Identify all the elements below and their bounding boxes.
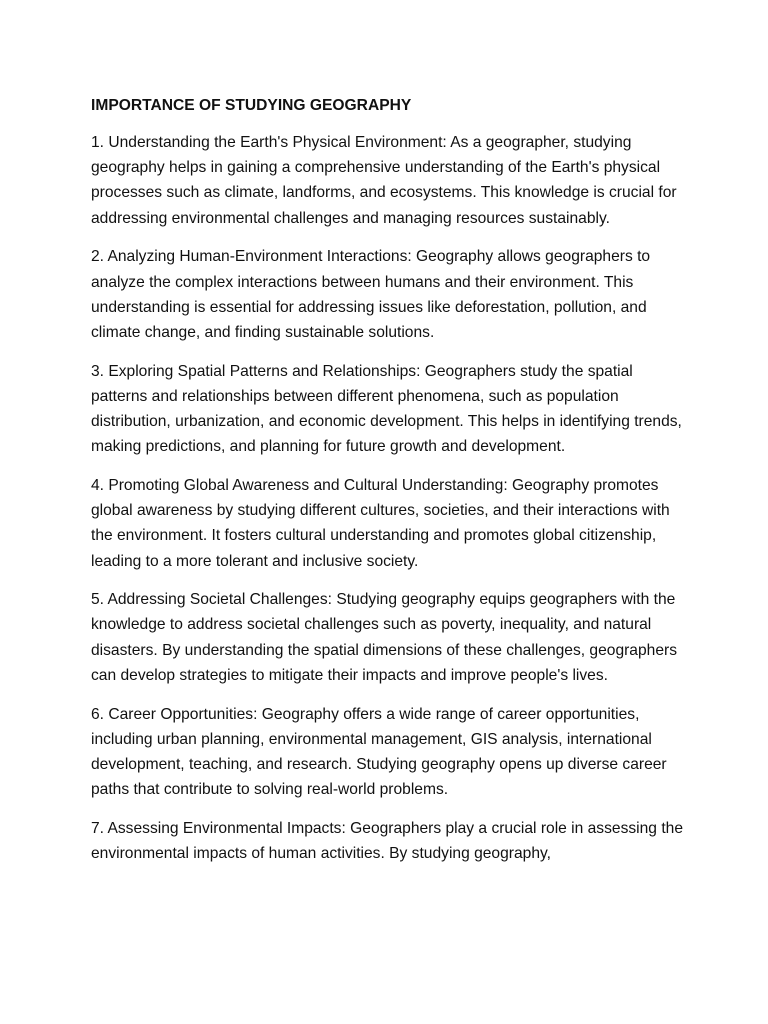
paragraph-1: 1. Understanding the Earth's Physical Environment: As a geographer, studying geography helps in gaining a comprehensive understanding of the Earth's physical processes such as climate, landforms, and ecosystems. This knowledge is crucial for addressing environmental challenges and managing resources sustainably. — [91, 134, 677, 227]
paragraph-7: 7. Assessing Environmental Impacts: Geographers play a crucial role in assessing the environmental impacts of human activities. By studying geography, — [91, 819, 683, 863]
document-body — [91, 93, 683, 880]
paragraph-5: 5. Addressing Societal Challenges: Studying geography equips geographers with the knowledge to address societal challenges such as poverty, inequality, and natural disasters. By understanding the spatial dimensions of these challenges, geographers can develop strategies to mitigate their impacts and improve people's lives. — [91, 591, 677, 684]
paragraph-4: 4. Promoting Global Awareness and Cultural Understanding: Geography promotes global awareness by studying different cultures, societies, and their interactions with the environment. It fosters cultural understanding and promotes global citizenship, leading to a more tolerant and inclusive society. — [91, 476, 670, 570]
paragraph-2: 2. Analyzing Human-Environment Interactions: Geography allows geographers to analyze the complex interactions between humans and their environment. This understanding is essential for addressing issues like deforestation, pollution, and climate change, and finding sustainable solutions. — [91, 248, 651, 341]
paragraph-6: 6. Career Opportunities: Geography offers a wide range of career opportunities, including urban planning, environmental management, GIS analysis, international development, teaching, and research. Studying geography opens up diverse career paths that contribute to solving real-world problems. — [91, 705, 667, 799]
paragraph-3: 3. Exploring Spatial Patterns and Relationships: Geographers study the spatial patterns and relationships between different phenomena, such as population distribution, urbanization, and economic development. This helps in identifying trends, making predictions, and planning for future growth and development. — [91, 362, 682, 456]
document-title: IMPORTANCE OF STUDYING GEOGRAPHY — [91, 97, 412, 114]
